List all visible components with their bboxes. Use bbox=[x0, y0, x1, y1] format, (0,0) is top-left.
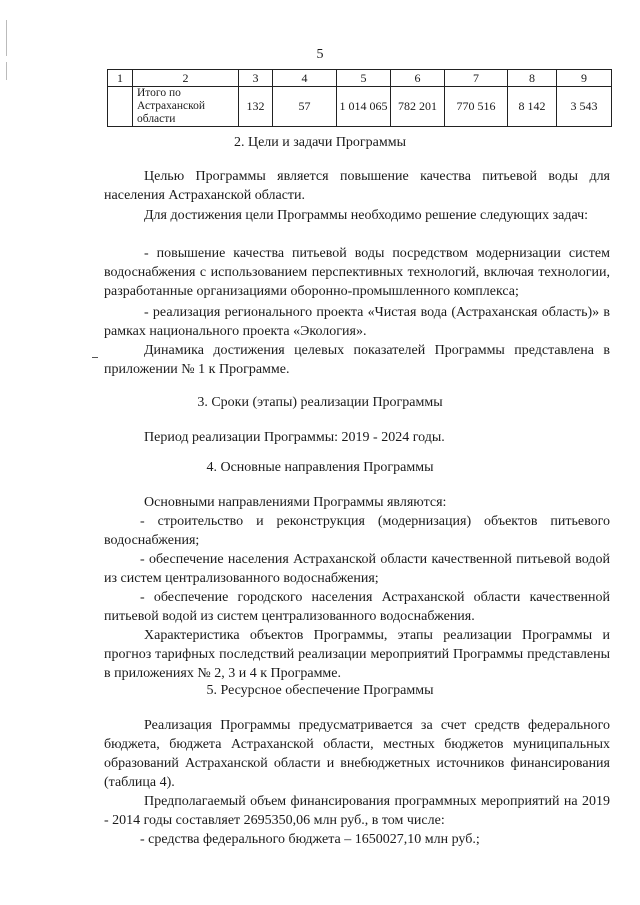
table-header-cell: 8 bbox=[508, 70, 557, 87]
table-header-row bbox=[108, 70, 612, 87]
directions-paragraph-2: - строительство и реконструкция (модернизация) объектов питьевого водоснабжения; bbox=[104, 514, 610, 548]
section-heading-resources: 5. Ресурсное обеспечение Программы bbox=[206, 683, 434, 698]
goals-paragraph-2: Для достижения цели Программы необходимо решение следующих задач: bbox=[144, 208, 589, 223]
table-header-cell: 6 bbox=[391, 70, 445, 87]
table-cell: 132 bbox=[239, 87, 273, 127]
goals-paragraph-1: Целью Программы является повышение качества питьевой воды для населения Астраханской области. bbox=[104, 169, 610, 203]
table-cell: 782 201 bbox=[391, 87, 445, 127]
page-number: 5 bbox=[316, 47, 324, 62]
section-heading-timeline: 3. Сроки (этапы) реализации Программы bbox=[197, 395, 443, 410]
table-cell bbox=[108, 87, 133, 127]
goals-paragraph-4: - реализация регионального проекта «Чистая вода (Астраханская область)» в рамках национального проекта «Экология». bbox=[104, 305, 610, 339]
table-row bbox=[108, 87, 612, 127]
summary-table bbox=[107, 69, 612, 127]
resources-paragraph-1: Реализация Программы предусматривается за счет средств федерального бюджета, бюджета Астраханской области, местных бюджетов муниципальных образований Астраханской области и внебюджетных источников финансирования (таблица 4). bbox=[104, 718, 610, 790]
table-header-cell: 5 bbox=[337, 70, 391, 87]
directions-paragraph-5: Характеристика объектов Программы, этапы реализации Программы и прогноз тарифных последствий реализации мероприятий Программы представлены в приложениях № 2, 3 и 4 к Программе. bbox=[104, 628, 610, 681]
scan-dash-mark bbox=[92, 357, 98, 358]
table-cell: 3 543 bbox=[557, 87, 612, 127]
directions-paragraph-4: - обеспечение городского населения Астраханской области качественной питьевой водой из систем централизованного водоснабжения. bbox=[104, 590, 610, 624]
resources-paragraph-3: - средства федерального бюджета – 1650027,10 млн руб.; bbox=[140, 832, 480, 847]
table-header-cell: 3 bbox=[239, 70, 273, 87]
timeline-paragraph: Период реализации Программы: 2019 - 2024 годы. bbox=[144, 430, 445, 445]
goals-paragraph-5: Динамика достижения целевых показателей Программы представлена в приложении № 1 к Программе. bbox=[104, 343, 610, 377]
section-heading-directions: 4. Основные направления Программы bbox=[206, 460, 434, 475]
table-cell: 770 516 bbox=[445, 87, 508, 127]
goals-paragraph-3: - повышение качества питьевой воды посредством модернизации систем водоснабжения с использованием перспективных технологий, включая технологии, разработанные организациями оборонно-промышленного комплекса; bbox=[104, 246, 610, 299]
table-header-cell: 7 bbox=[445, 70, 508, 87]
table-header-cell: 4 bbox=[273, 70, 337, 87]
table-header-cell: 2 bbox=[133, 70, 239, 87]
region-cell: Итого по Астраханской области bbox=[133, 87, 239, 127]
scan-margin-mark bbox=[6, 62, 7, 80]
table-cell: 8 142 bbox=[508, 87, 557, 127]
section-heading-goals: 2. Цели и задачи Программы bbox=[233, 135, 407, 150]
table-cell: 1 014 065 bbox=[337, 87, 391, 127]
resources-paragraph-2: Предполагаемый объем финансирования программных мероприятий на 2019 - 2014 годы составляет 2695350,06 млн руб., в том числе: bbox=[104, 794, 610, 828]
directions-paragraph-3: - обеспечение населения Астраханской области качественной питьевой водой из систем централизованного водоснабжения; bbox=[104, 552, 610, 586]
directions-paragraph-1: Основными направлениями Программы являются: bbox=[144, 495, 447, 510]
table-header-cell: 1 bbox=[108, 70, 133, 87]
table-header-cell: 9 bbox=[557, 70, 612, 87]
table-cell: 57 bbox=[273, 87, 337, 127]
